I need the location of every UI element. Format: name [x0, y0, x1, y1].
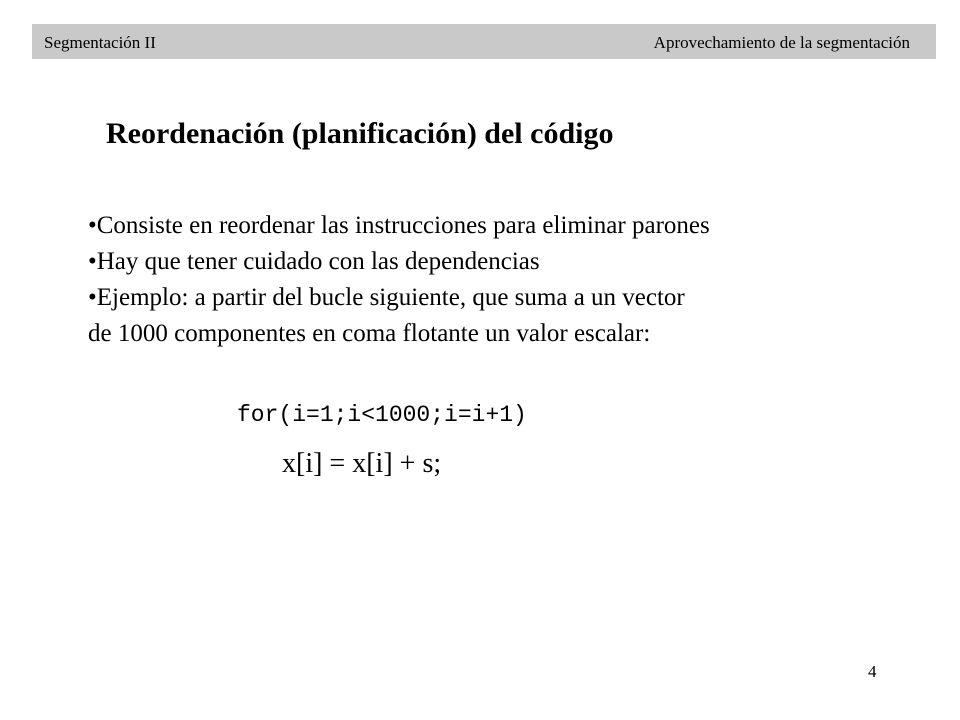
bullet-item-dependencies: •Hay que tener cuidado con las dependencias — [88, 248, 540, 275]
bullet-item-reorder: •Consiste en reordenar las instrucciones para eliminar parones — [88, 212, 710, 239]
bullet-item-example: •Ejemplo: a partir del bucle siguiente, que suma a un vector — [88, 284, 685, 311]
topic-title: Aprovechamiento de la segmentación — [653, 33, 910, 52]
code-loop-body: x[i] = x[i] + s; — [282, 448, 442, 479]
page-number: 4 — [868, 662, 877, 681]
bullet-item-example-continued: de 1000 componentes en coma flotante un valor escalar: — [88, 320, 651, 347]
bullet-list — [88, 208, 908, 352]
slide-title: Reordenación (planificación) del código — [106, 117, 614, 150]
code-for-loop: for(i=1;i<1000;i=i+1) — [237, 402, 527, 428]
section-title: Segmentación II — [44, 33, 156, 52]
header-bar — [32, 24, 936, 59]
